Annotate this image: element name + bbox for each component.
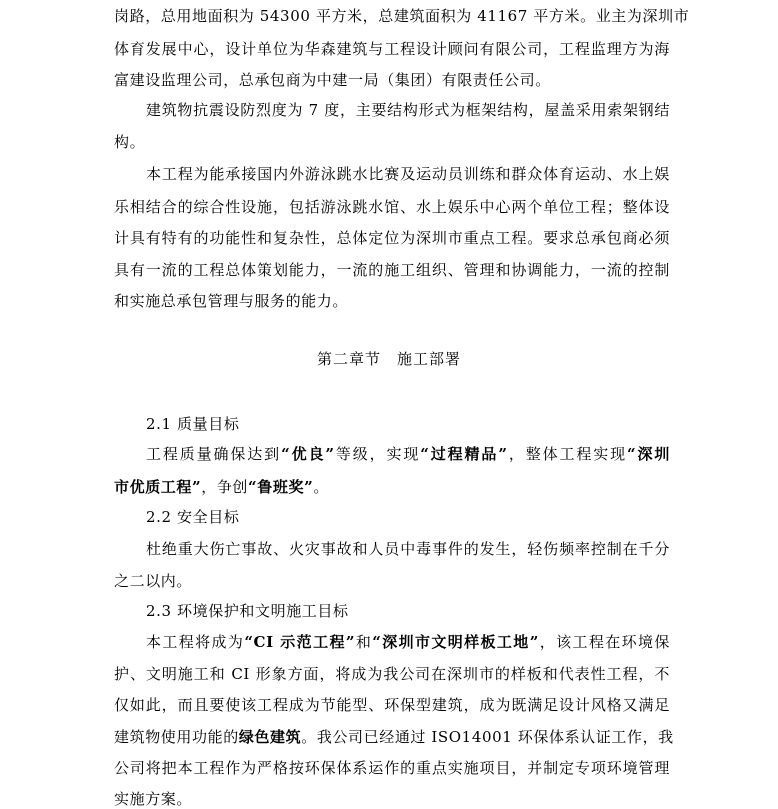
subsection-heading: 2.2 安全目标 [146, 508, 240, 526]
paragraph-line: 岗路，总用地面积为 54300 平方米，总建筑面积为 41167 平方米。业主为深圳市 [114, 7, 690, 25]
subsection-heading: 2.3 环境保护和文明施工目标 [146, 602, 349, 620]
bold-text: 绿色建筑 [238, 728, 302, 746]
paragraph-line: 本工程将成为“CI 示范工程”和“深圳市文明样板工地”，该工程在环境保 [146, 633, 670, 651]
paragraph-line: 本工程为能承接国内外游泳跳水比赛及运动员训练和群众体育运动、水上娱 [146, 165, 670, 183]
section-title: 第二章节 施工部署 [316, 350, 461, 368]
paragraph-line: 实施方案。 [114, 790, 193, 808]
bold-text: “深圳市文明样板工地” [372, 633, 539, 651]
bold-text: “深圳 [627, 445, 671, 463]
paragraph-line: 仅如此，而且要使该工程成为节能型、环保型建筑，成为既满足设计风格又满足 [114, 696, 670, 714]
paragraph-line: 之二以内。 [114, 572, 193, 590]
paragraph-line: 建筑物使用功能的绿色建筑。我公司已经通过 ISO14001 环保体系认证工作，我 [114, 728, 674, 746]
paragraph-line: 杜绝重大伤亡事故、火灾事故和人员中毒事件的发生，轻伤频率控制在千分 [146, 540, 670, 558]
paragraph-line: 工程质量确保达到“优良”等级，实现“过程精品”，整体工程实现“深圳 [146, 445, 671, 463]
paragraph-line: 富建设监理公司，总承包商为中建一局（集团）有限责任公司。 [114, 71, 551, 89]
paragraph-line: 具有一流的工程总体策划能力，一流的施工组织、管理和协调能力，一流的控制 [114, 261, 670, 279]
bold-text: “CI 示范工程” [244, 633, 356, 651]
paragraph-line: 乐相结合的综合性设施，包括游泳跳水馆、水上娱乐中心两个单位工程；整体设 [114, 198, 670, 216]
bold-text: “优良” [281, 445, 335, 463]
paragraph-line: 体育发展中心，设计单位为华森建筑与工程设计顾问有限公司，工程监理方为海 [114, 40, 670, 58]
bold-text: “过程精品” [420, 445, 508, 463]
paragraph-line: 和实施总承包管理与服务的能力。 [114, 292, 349, 310]
bold-text: 市优质工程” [114, 478, 202, 496]
subsection-heading: 2.1 质量目标 [146, 415, 240, 433]
paragraph-line: 计具有特有的功能性和复杂性，总体定位为深圳市重点工程。要求总承包商必须 [114, 229, 670, 247]
paragraph-line: 市优质工程”，争创“鲁班奖”。 [114, 478, 329, 496]
bold-text: “鲁班奖” [248, 478, 314, 496]
paragraph-line: 公司将把本工程作为严格按环保体系运作的重点实施项目，并制定专项环境管理 [114, 759, 670, 777]
paragraph-line: 建筑物抗震设防烈度为 7 度，主要结构形式为框架结构，屋盖采用索架钢结 [146, 101, 670, 119]
paragraph-line: 构。 [114, 133, 146, 151]
paragraph-line: 护、文明施工和 CI 形象方面，将成为我公司在深圳市的样板和代表性工程，不 [114, 665, 670, 683]
